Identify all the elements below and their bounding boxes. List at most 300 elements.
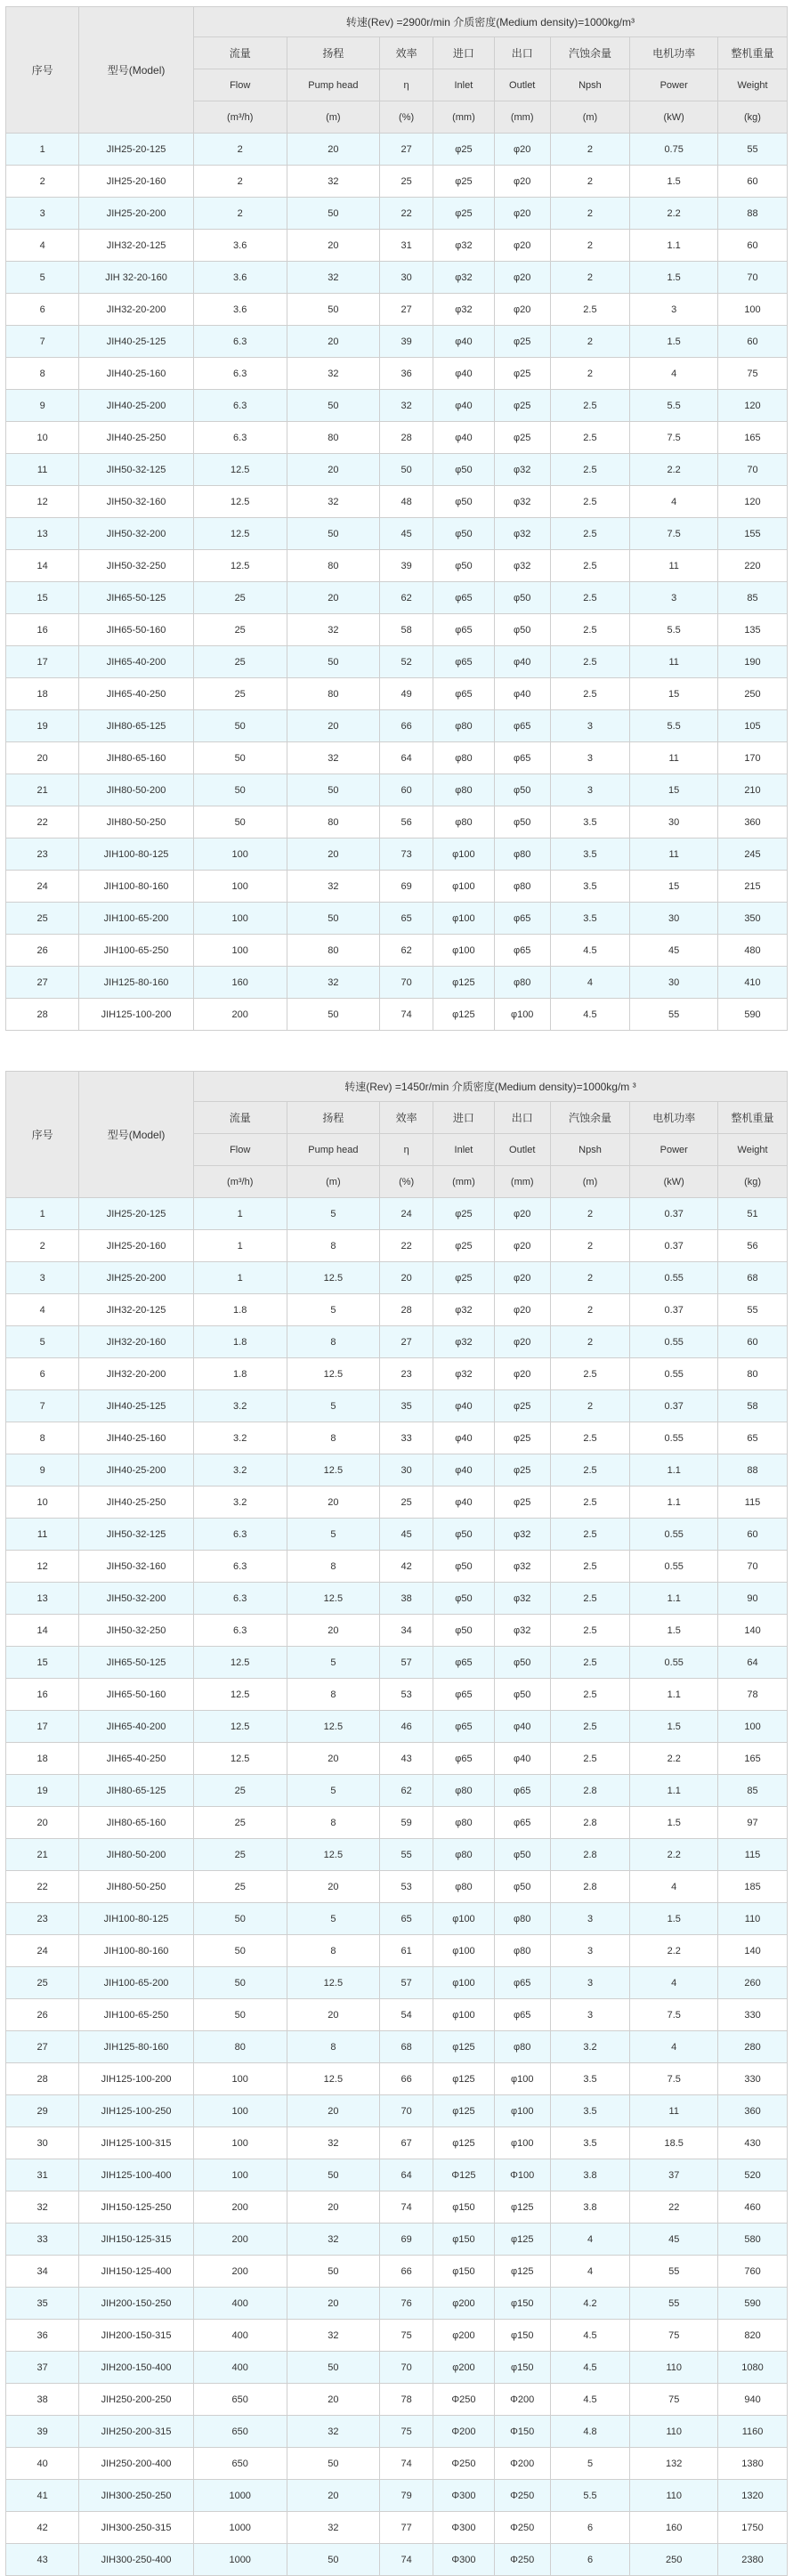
- cell-row-flow: 25: [193, 1807, 287, 1839]
- cell-row-model: JIH40-25-160: [79, 358, 194, 390]
- cell-row-flow: 200: [193, 999, 287, 1031]
- cell-row-inlet: φ80: [433, 742, 495, 774]
- cell-row-no: 39: [6, 2416, 79, 2448]
- cell-row-no: 26: [6, 1999, 79, 2031]
- cell-row-inlet: φ65: [433, 1743, 495, 1775]
- cell-row-power: 5.5: [630, 614, 718, 646]
- cell-row-npsh: 4.8: [550, 2416, 630, 2448]
- cell-row-pump-head: 8: [287, 1807, 380, 1839]
- header-npsh-unit: (m): [550, 101, 630, 134]
- cell-row-flow: 3.6: [193, 294, 287, 326]
- cell-row-weight: 2380: [718, 2544, 788, 2576]
- cell-row-inlet: φ25: [433, 134, 495, 166]
- table-row: [6, 1935, 788, 1967]
- cell-row-pump-head: 32: [287, 166, 380, 198]
- cell-row-model: JIH80-65-125: [79, 710, 194, 742]
- cell-row-model: JIH80-50-200: [79, 1839, 194, 1871]
- cell-row-flow: 1: [193, 1230, 287, 1262]
- cell-row-inlet: φ100: [433, 1967, 495, 1999]
- cell-row-power: 2.2: [630, 454, 718, 486]
- cell-row-outlet: φ25: [494, 1454, 550, 1486]
- cell-row-pump-head: 50: [287, 2159, 380, 2191]
- cell-row-pump-head: 50: [287, 198, 380, 230]
- cell-row-power: 1.5: [630, 1711, 718, 1743]
- cell-row-npsh: 6: [550, 2512, 630, 2544]
- cell-row-weight: 1160: [718, 2416, 788, 2448]
- cell-row-pump-head: 80: [287, 678, 380, 710]
- cell-row-outlet: φ20: [494, 1198, 550, 1230]
- cell-row-efficiency: 66: [380, 2063, 433, 2095]
- cell-row-weight: 940: [718, 2384, 788, 2416]
- cell-row-flow: 6.3: [193, 1583, 287, 1615]
- cell-row-power: 110: [630, 2480, 718, 2512]
- cell-row-model: JIH25-20-125: [79, 134, 194, 166]
- cell-row-inlet: φ40: [433, 1486, 495, 1519]
- cell-row-pump-head: 12.5: [287, 1262, 380, 1294]
- cell-row-power: 1.5: [630, 262, 718, 294]
- cell-row-flow: 25: [193, 678, 287, 710]
- cell-row-efficiency: 30: [380, 262, 433, 294]
- cell-row-power: 7.5: [630, 518, 718, 550]
- cell-row-inlet: φ100: [433, 903, 495, 935]
- cell-row-power: 2.2: [630, 1839, 718, 1871]
- cell-row-power: 55: [630, 2256, 718, 2288]
- cell-row-inlet: φ40: [433, 1422, 495, 1454]
- cell-row-inlet: φ80: [433, 1871, 495, 1903]
- cell-row-no: 19: [6, 1775, 79, 1807]
- header-outlet-en: Outlet: [494, 1134, 550, 1166]
- cell-row-flow: 3.2: [193, 1486, 287, 1519]
- cell-row-outlet: φ125: [494, 2256, 550, 2288]
- cell-row-pump-head: 8: [287, 1326, 380, 1358]
- cell-row-pump-head: 80: [287, 550, 380, 582]
- cell-row-no: 15: [6, 582, 79, 614]
- cell-row-no: 41: [6, 2480, 79, 2512]
- cell-row-efficiency: 53: [380, 1679, 433, 1711]
- cell-row-npsh: 3: [550, 710, 630, 742]
- cell-row-no: 12: [6, 1551, 79, 1583]
- cell-row-outlet: φ20: [494, 1358, 550, 1390]
- table-row: [6, 2224, 788, 2256]
- cell-row-outlet: φ40: [494, 1743, 550, 1775]
- cell-row-inlet: φ125: [433, 2031, 495, 2063]
- cell-row-no: 3: [6, 1262, 79, 1294]
- table-row: [6, 134, 788, 166]
- cell-row-power: 11: [630, 646, 718, 678]
- cell-row-no: 11: [6, 1519, 79, 1551]
- cell-row-weight: 88: [718, 198, 788, 230]
- cell-row-model: JIH40-25-125: [79, 1390, 194, 1422]
- cell-row-flow: 400: [193, 2288, 287, 2320]
- cell-row-inlet: Φ300: [433, 2544, 495, 2576]
- cell-row-model: JIH125-80-160: [79, 967, 194, 999]
- cell-row-model: JIH40-25-200: [79, 1454, 194, 1486]
- cell-row-inlet: Φ125: [433, 2159, 495, 2191]
- cell-row-npsh: 2.8: [550, 1775, 630, 1807]
- table-row: [6, 1519, 788, 1551]
- cell-row-inlet: φ50: [433, 1551, 495, 1583]
- cell-row-flow: 50: [193, 1903, 287, 1935]
- cell-row-efficiency: 69: [380, 2224, 433, 2256]
- cell-row-flow: 25: [193, 614, 287, 646]
- cell-row-flow: 3.2: [193, 1454, 287, 1486]
- table-row: [6, 2095, 788, 2127]
- cell-row-outlet: φ65: [494, 1775, 550, 1807]
- cell-row-model: JIH32-20-200: [79, 294, 194, 326]
- cell-row-power: 75: [630, 2320, 718, 2352]
- cell-row-outlet: φ20: [494, 134, 550, 166]
- cell-row-power: 2.2: [630, 1743, 718, 1775]
- cell-row-no: 1: [6, 1198, 79, 1230]
- cell-row-no: 11: [6, 454, 79, 486]
- cell-row-inlet: φ40: [433, 390, 495, 422]
- cell-row-power: 37: [630, 2159, 718, 2191]
- cell-row-model: JIH250-200-400: [79, 2448, 194, 2480]
- cell-row-model: JIH100-80-160: [79, 1935, 194, 1967]
- cell-row-model: JIH65-40-250: [79, 1743, 194, 1775]
- cell-row-pump-head: 80: [287, 422, 380, 454]
- cell-row-weight: 210: [718, 774, 788, 806]
- cell-row-inlet: φ50: [433, 518, 495, 550]
- header-efficiency-en: η: [380, 69, 433, 101]
- cell-row-outlet: φ150: [494, 2352, 550, 2384]
- table-row: [6, 967, 788, 999]
- cell-row-efficiency: 27: [380, 134, 433, 166]
- cell-row-efficiency: 73: [380, 838, 433, 871]
- cell-row-pump-head: 80: [287, 935, 380, 967]
- cell-row-efficiency: 74: [380, 2544, 433, 2576]
- table-row: [6, 2256, 788, 2288]
- cell-row-model: JIH40-25-250: [79, 422, 194, 454]
- cell-row-flow: 1000: [193, 2544, 287, 2576]
- cell-row-efficiency: 67: [380, 2127, 433, 2159]
- cell-row-pump-head: 50: [287, 2352, 380, 2384]
- cell-row-efficiency: 27: [380, 294, 433, 326]
- cell-row-npsh: 2.5: [550, 1519, 630, 1551]
- header-power-zh: 电机功率: [630, 37, 718, 69]
- cell-row-outlet: φ50: [494, 1679, 550, 1711]
- table-row: [6, 326, 788, 358]
- cell-row-no: 35: [6, 2288, 79, 2320]
- table-row: [6, 358, 788, 390]
- cell-row-outlet: φ80: [494, 2031, 550, 2063]
- cell-row-efficiency: 30: [380, 1454, 433, 1486]
- cell-row-npsh: 2: [550, 134, 630, 166]
- header-flow-unit: (m³/h): [193, 1166, 287, 1198]
- cell-row-npsh: 2.5: [550, 1583, 630, 1615]
- cell-row-efficiency: 25: [380, 166, 433, 198]
- cell-row-weight: 410: [718, 967, 788, 999]
- cell-row-model: JIH50-32-125: [79, 454, 194, 486]
- cell-row-model: JIH150-125-250: [79, 2191, 194, 2224]
- cell-row-weight: 78: [718, 1679, 788, 1711]
- cell-row-pump-head: 12.5: [287, 1454, 380, 1486]
- cell-row-model: JIH125-100-200: [79, 2063, 194, 2095]
- cell-row-power: 45: [630, 935, 718, 967]
- cell-row-efficiency: 45: [380, 518, 433, 550]
- cell-row-weight: 280: [718, 2031, 788, 2063]
- cell-row-efficiency: 65: [380, 1903, 433, 1935]
- table-header: [6, 1072, 788, 1198]
- cell-row-model: JIH65-50-160: [79, 1679, 194, 1711]
- cell-row-pump-head: 32: [287, 614, 380, 646]
- cell-row-no: 26: [6, 935, 79, 967]
- table-row: [6, 422, 788, 454]
- cell-row-inlet: φ200: [433, 2320, 495, 2352]
- cell-row-model: JIH50-32-250: [79, 550, 194, 582]
- cell-row-outlet: φ32: [494, 518, 550, 550]
- cell-row-outlet: φ80: [494, 1903, 550, 1935]
- cell-row-no: 3: [6, 198, 79, 230]
- cell-row-flow: 12.5: [193, 518, 287, 550]
- cell-row-outlet: φ65: [494, 742, 550, 774]
- cell-row-npsh: 3: [550, 774, 630, 806]
- cell-row-model: JIH125-100-400: [79, 2159, 194, 2191]
- cell-row-power: 7.5: [630, 1999, 718, 2031]
- cell-row-weight: 520: [718, 2159, 788, 2191]
- cell-row-weight: 100: [718, 294, 788, 326]
- cell-row-no: 15: [6, 1647, 79, 1679]
- header-power-zh: 电机功率: [630, 1102, 718, 1134]
- header-pump-head-unit: (m): [287, 1166, 380, 1198]
- cell-row-model: JIH65-50-125: [79, 582, 194, 614]
- cell-row-power: 132: [630, 2448, 718, 2480]
- cell-row-power: 1.5: [630, 1615, 718, 1647]
- cell-row-power: 7.5: [630, 2063, 718, 2095]
- cell-row-flow: 25: [193, 646, 287, 678]
- cell-row-efficiency: 22: [380, 1230, 433, 1262]
- cell-row-inlet: Φ200: [433, 2416, 495, 2448]
- cell-row-efficiency: 28: [380, 1294, 433, 1326]
- cell-row-outlet: φ32: [494, 486, 550, 518]
- cell-row-flow: 12.5: [193, 1679, 287, 1711]
- table-row: [6, 1871, 788, 1903]
- cell-row-inlet: φ32: [433, 1358, 495, 1390]
- table-row: [6, 2288, 788, 2320]
- cell-row-power: 1.1: [630, 1486, 718, 1519]
- cell-row-no: 12: [6, 486, 79, 518]
- cell-row-no: 7: [6, 326, 79, 358]
- cell-row-outlet: φ25: [494, 326, 550, 358]
- table-row: [6, 166, 788, 198]
- cell-row-no: 6: [6, 1358, 79, 1390]
- cell-row-efficiency: 34: [380, 1615, 433, 1647]
- header-weight-unit: (kg): [718, 101, 788, 134]
- cell-row-flow: 50: [193, 806, 287, 838]
- cell-row-outlet: Φ250: [494, 2544, 550, 2576]
- cell-row-npsh: 2: [550, 198, 630, 230]
- cell-row-efficiency: 31: [380, 230, 433, 262]
- cell-row-power: 0.55: [630, 1262, 718, 1294]
- cell-row-efficiency: 64: [380, 2159, 433, 2191]
- header-no: 序号: [6, 1072, 79, 1198]
- cell-row-pump-head: 50: [287, 2544, 380, 2576]
- cell-row-model: JIH25-20-200: [79, 1262, 194, 1294]
- table-row: [6, 871, 788, 903]
- cell-row-outlet: φ50: [494, 1839, 550, 1871]
- cell-row-pump-head: 8: [287, 1935, 380, 1967]
- cell-row-npsh: 2.5: [550, 582, 630, 614]
- cell-row-outlet: φ32: [494, 1583, 550, 1615]
- cell-row-pump-head: 50: [287, 518, 380, 550]
- cell-row-weight: 245: [718, 838, 788, 871]
- cell-row-efficiency: 79: [380, 2480, 433, 2512]
- cell-row-efficiency: 36: [380, 358, 433, 390]
- cell-row-no: 13: [6, 1583, 79, 1615]
- cell-row-pump-head: 50: [287, 2256, 380, 2288]
- cell-row-inlet: φ65: [433, 646, 495, 678]
- cell-row-outlet: φ32: [494, 1519, 550, 1551]
- cell-row-weight: 55: [718, 1294, 788, 1326]
- table-row: [6, 1262, 788, 1294]
- cell-row-inlet: φ50: [433, 1615, 495, 1647]
- cell-row-no: 38: [6, 2384, 79, 2416]
- cell-row-outlet: φ20: [494, 230, 550, 262]
- cell-row-outlet: φ65: [494, 710, 550, 742]
- table-row: [6, 646, 788, 678]
- cell-row-outlet: φ80: [494, 1935, 550, 1967]
- cell-row-power: 0.55: [630, 1358, 718, 1390]
- header-power-unit: (kW): [630, 1166, 718, 1198]
- cell-row-flow: 650: [193, 2416, 287, 2448]
- header-npsh-zh: 汽蚀余量: [550, 37, 630, 69]
- cell-row-npsh: 3: [550, 1967, 630, 1999]
- cell-row-inlet: φ25: [433, 1198, 495, 1230]
- cell-row-pump-head: 80: [287, 806, 380, 838]
- cell-row-no: 16: [6, 614, 79, 646]
- table-row: [6, 1679, 788, 1711]
- header-pump-head-zh: 扬程: [287, 1102, 380, 1134]
- cell-row-efficiency: 52: [380, 646, 433, 678]
- header-efficiency-unit: (%): [380, 101, 433, 134]
- table-row: [6, 1294, 788, 1326]
- header-npsh-unit: (m): [550, 1166, 630, 1198]
- header-inlet-zh: 进口: [433, 37, 495, 69]
- cell-row-efficiency: 56: [380, 806, 433, 838]
- table-row: [6, 262, 788, 294]
- cell-row-efficiency: 57: [380, 1967, 433, 1999]
- table-row: [6, 230, 788, 262]
- cell-row-flow: 650: [193, 2448, 287, 2480]
- cell-row-inlet: φ200: [433, 2352, 495, 2384]
- cell-row-flow: 200: [193, 2224, 287, 2256]
- table-row: [6, 1615, 788, 1647]
- cell-row-flow: 6.3: [193, 1615, 287, 1647]
- cell-row-pump-head: 5: [287, 1775, 380, 1807]
- cell-row-inlet: φ32: [433, 294, 495, 326]
- cell-row-weight: 60: [718, 166, 788, 198]
- cell-row-npsh: 5.5: [550, 2480, 630, 2512]
- cell-row-flow: 12.5: [193, 1743, 287, 1775]
- cell-row-outlet: φ50: [494, 1871, 550, 1903]
- cell-row-flow: 100: [193, 903, 287, 935]
- cell-row-inlet: φ32: [433, 262, 495, 294]
- cell-row-pump-head: 8: [287, 2031, 380, 2063]
- cell-row-weight: 60: [718, 1326, 788, 1358]
- cell-row-outlet: φ80: [494, 967, 550, 999]
- table-row: [6, 1422, 788, 1454]
- cell-row-npsh: 3: [550, 1935, 630, 1967]
- cell-row-model: JIH25-20-160: [79, 1230, 194, 1262]
- cell-row-power: 1.1: [630, 1583, 718, 1615]
- cell-row-weight: 760: [718, 2256, 788, 2288]
- header-flow-en: Flow: [193, 1134, 287, 1166]
- cell-row-pump-head: 20: [287, 1871, 380, 1903]
- cell-row-outlet: φ25: [494, 390, 550, 422]
- cell-row-efficiency: 62: [380, 935, 433, 967]
- cell-row-efficiency: 38: [380, 1583, 433, 1615]
- cell-row-npsh: 4.5: [550, 2352, 630, 2384]
- cell-row-model: JIH100-80-160: [79, 871, 194, 903]
- cell-row-outlet: φ32: [494, 550, 550, 582]
- cell-row-efficiency: 32: [380, 390, 433, 422]
- cell-row-outlet: φ65: [494, 1999, 550, 2031]
- cell-row-model: JIH80-65-160: [79, 742, 194, 774]
- cell-row-no: 37: [6, 2352, 79, 2384]
- cell-row-efficiency: 28: [380, 422, 433, 454]
- table-row: [6, 2480, 788, 2512]
- cell-row-weight: 215: [718, 871, 788, 903]
- table-row: [6, 1647, 788, 1679]
- cell-row-weight: 165: [718, 422, 788, 454]
- table-row: [6, 1198, 788, 1230]
- cell-row-weight: 51: [718, 1198, 788, 1230]
- cell-row-power: 0.37: [630, 1198, 718, 1230]
- cell-row-pump-head: 32: [287, 2512, 380, 2544]
- cell-row-weight: 85: [718, 582, 788, 614]
- table-row: [6, 1839, 788, 1871]
- cell-row-outlet: φ20: [494, 262, 550, 294]
- cell-row-no: 20: [6, 1807, 79, 1839]
- cell-row-model: JIH65-40-200: [79, 1711, 194, 1743]
- cell-row-model: JIH50-32-160: [79, 1551, 194, 1583]
- header-power-en: Power: [630, 1134, 718, 1166]
- cell-row-model: JIH100-80-125: [79, 838, 194, 871]
- cell-row-efficiency: 25: [380, 1486, 433, 1519]
- cell-row-weight: 60: [718, 326, 788, 358]
- cell-row-pump-head: 32: [287, 967, 380, 999]
- cell-row-pump-head: 32: [287, 262, 380, 294]
- cell-row-flow: 1: [193, 1262, 287, 1294]
- cell-row-inlet: φ65: [433, 1647, 495, 1679]
- cell-row-no: 16: [6, 1679, 79, 1711]
- cell-row-no: 24: [6, 871, 79, 903]
- cell-row-no: 8: [6, 1422, 79, 1454]
- cell-row-outlet: φ25: [494, 1390, 550, 1422]
- cell-row-pump-head: 20: [287, 134, 380, 166]
- header-weight-unit: (kg): [718, 1166, 788, 1198]
- cell-row-npsh: 2.5: [550, 1358, 630, 1390]
- cell-row-weight: 65: [718, 1422, 788, 1454]
- cell-row-efficiency: 45: [380, 1519, 433, 1551]
- cell-row-efficiency: 35: [380, 1390, 433, 1422]
- cell-row-no: 6: [6, 294, 79, 326]
- cell-row-efficiency: 62: [380, 1775, 433, 1807]
- cell-row-inlet: φ100: [433, 1999, 495, 2031]
- cell-row-model: JIH150-125-400: [79, 2256, 194, 2288]
- header-inlet-zh: 进口: [433, 1102, 495, 1134]
- cell-row-model: JIH125-100-200: [79, 999, 194, 1031]
- cell-row-efficiency: 48: [380, 486, 433, 518]
- cell-row-npsh: 3.5: [550, 2063, 630, 2095]
- cell-row-inlet: φ80: [433, 1807, 495, 1839]
- table-row: [6, 486, 788, 518]
- cell-row-npsh: 2.5: [550, 518, 630, 550]
- cell-row-model: JIH 32-20-160: [79, 262, 194, 294]
- cell-row-flow: 12.5: [193, 454, 287, 486]
- cell-row-power: 0.55: [630, 1326, 718, 1358]
- cell-row-weight: 60: [718, 230, 788, 262]
